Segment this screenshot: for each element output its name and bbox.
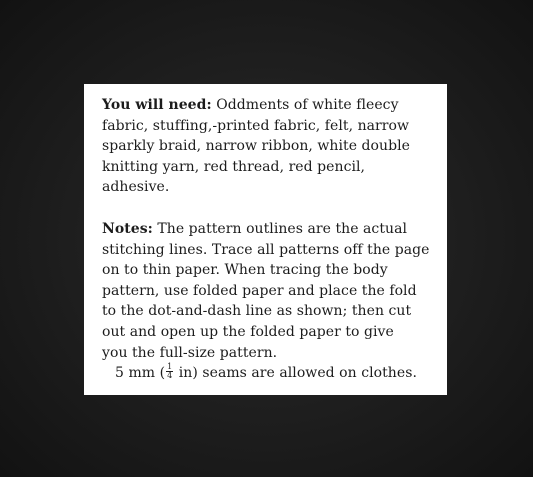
notes-line: pattern, use folded paper and place the fold bbox=[102, 282, 417, 299]
notes-line: out and open up the folded paper to give bbox=[102, 323, 394, 340]
notes-heading: Notes: bbox=[102, 220, 153, 237]
fraction-denominator: 4 bbox=[167, 371, 173, 381]
notes-line: to the dot-and-dash line as shown; then cut bbox=[102, 303, 412, 320]
materials-line: knitting yarn, red thread, red pencil, bbox=[102, 158, 366, 175]
materials-text: Oddments of white fleecy bbox=[216, 97, 399, 113]
fraction-numerator: 1 bbox=[167, 362, 173, 372]
instructions-card bbox=[84, 84, 447, 395]
notes-text: The pattern outlines are the actual bbox=[157, 220, 407, 237]
notes-line bbox=[102, 219, 437, 240]
materials-line bbox=[102, 95, 437, 116]
notes-line: stitching lines. Trace all patterns off the page bbox=[102, 241, 430, 258]
materials-line: adhesive. bbox=[102, 179, 170, 196]
seam-prefix: 5 mm ( bbox=[115, 365, 166, 382]
paragraph-spacer bbox=[102, 198, 437, 219]
notes-line: you the full-size pattern. bbox=[102, 344, 278, 361]
materials-paragraph bbox=[102, 95, 437, 198]
seam-allowance-note bbox=[102, 363, 437, 384]
materials-line: sparkly braid, narrow ribbon, white double bbox=[102, 138, 410, 155]
notes-paragraph bbox=[102, 219, 437, 363]
materials-line: fabric, stuffing,-printed fabric, felt, narrow bbox=[102, 117, 410, 134]
materials-heading: You will need: bbox=[102, 97, 212, 113]
fraction bbox=[166, 363, 173, 380]
notes-line: on to thin paper. When tracing the body bbox=[102, 262, 388, 279]
seam-suffix: in) seams are allowed on clothes. bbox=[174, 365, 417, 382]
